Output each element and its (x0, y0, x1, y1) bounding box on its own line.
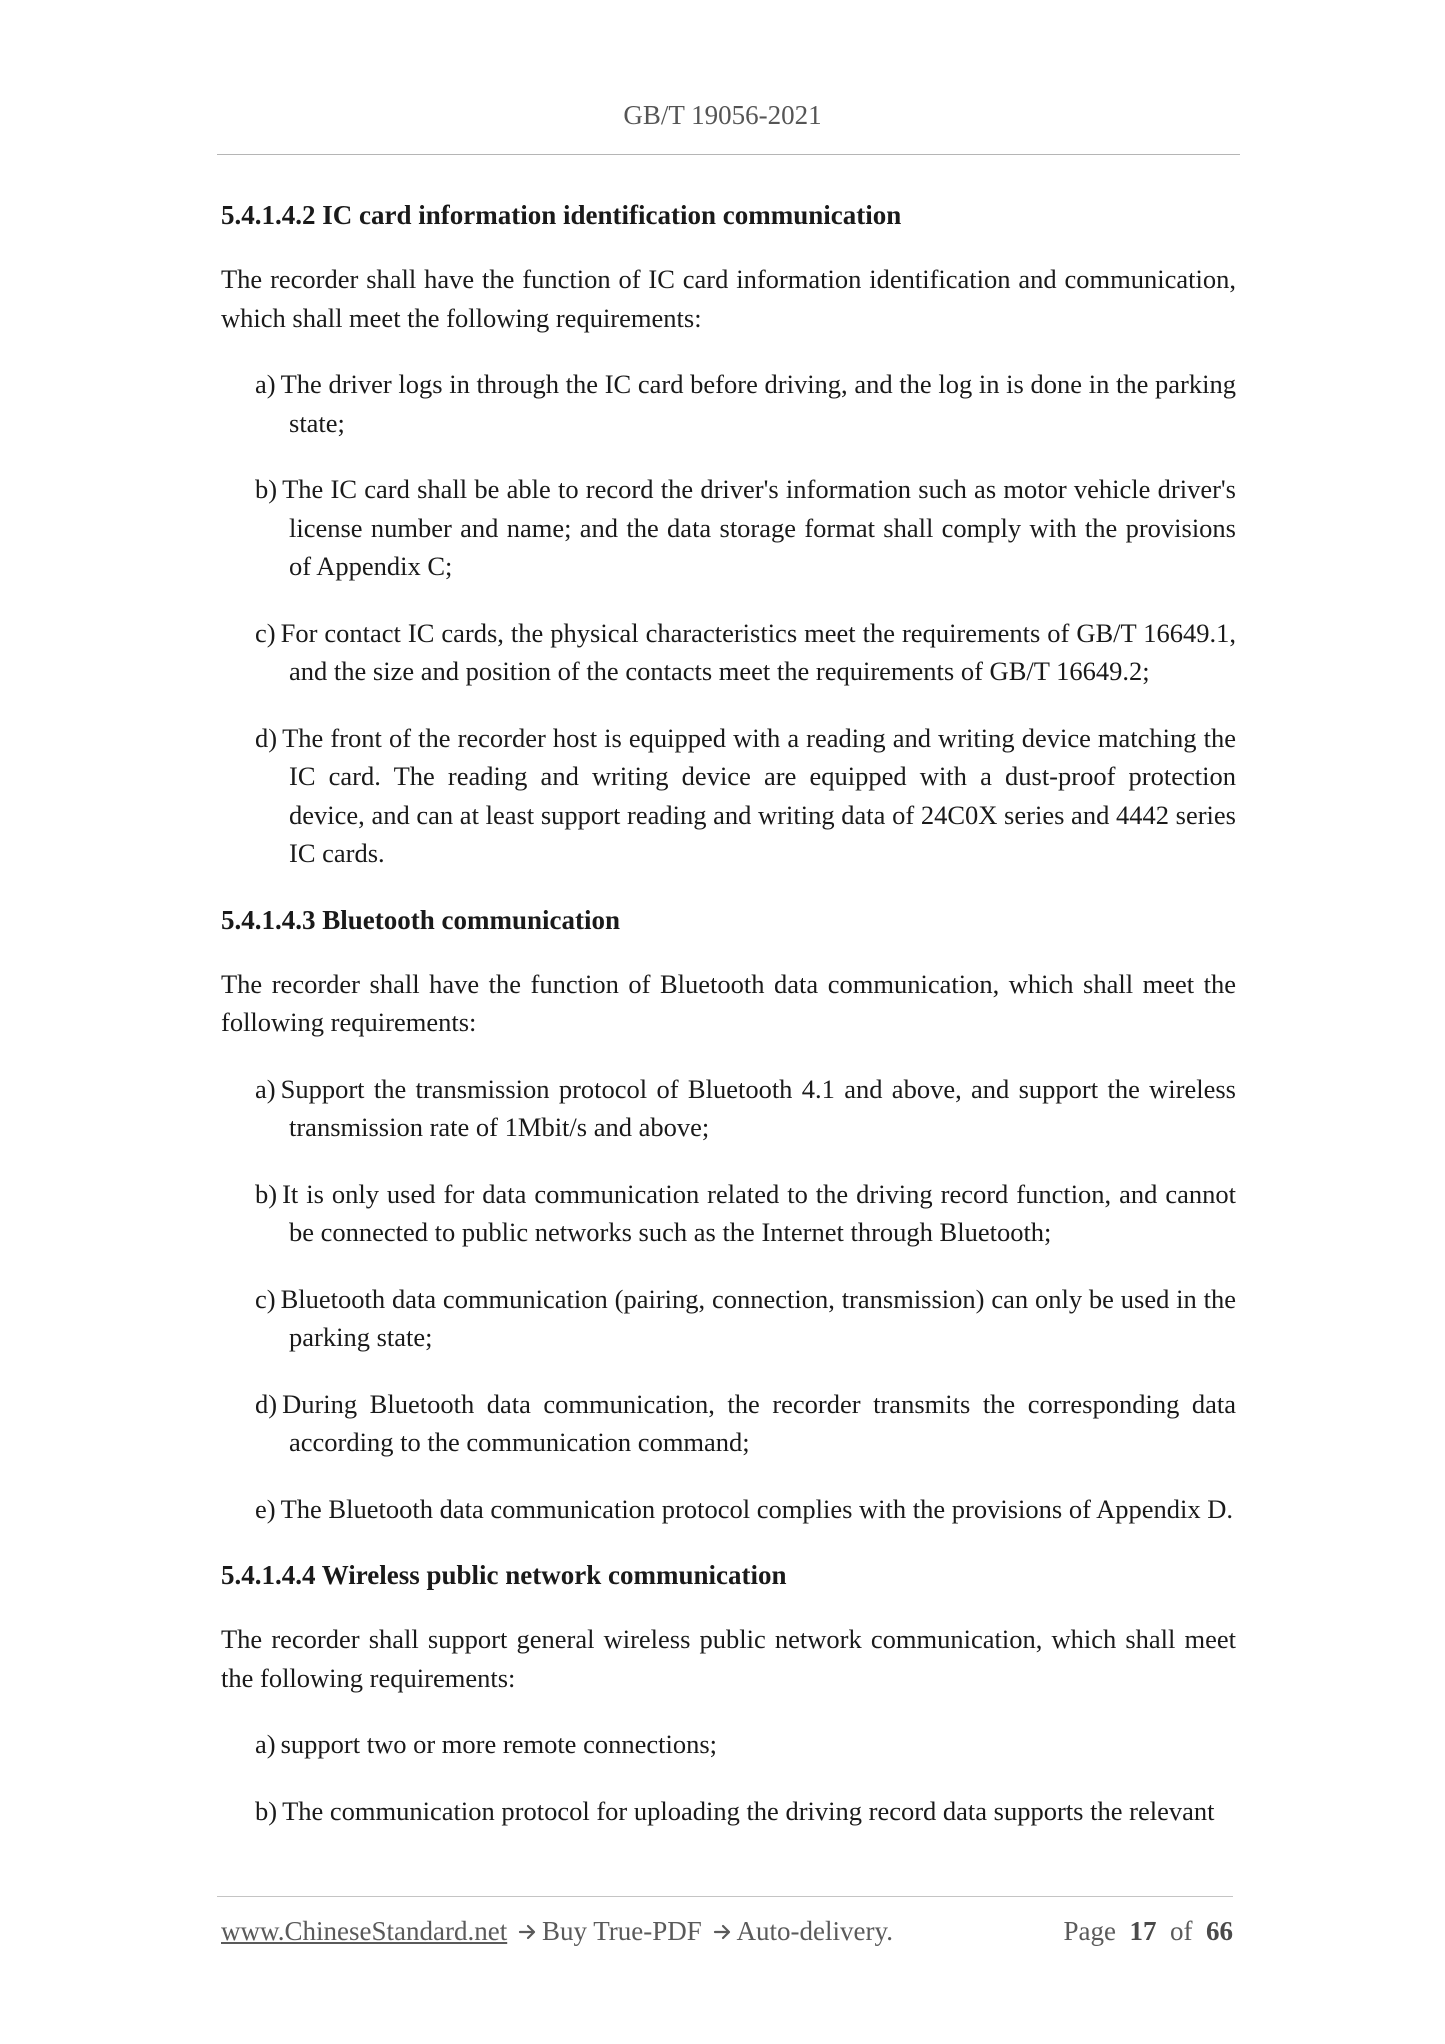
section-intro: The recorder shall have the function of IC card information identification and communication, which shall meet the following requirements: (221, 264, 1236, 333)
item-label: a) (255, 1729, 276, 1759)
list-item (221, 1280, 1236, 1357)
list-item (221, 719, 1236, 873)
item-text: The IC card shall be able to record the driver's information such as motor vehicle driver's license number and name; and the data storage format shall comply with the provisions of Appendix C; (282, 474, 1236, 581)
item-label: b) (255, 1795, 278, 1826)
item-label: b) (255, 1178, 278, 1209)
list-item (221, 1175, 1236, 1252)
item-text: The front of the recorder host is equipped with a reading and writing device matching the IC card. The reading and writing device are equipped with a dust-proof protection device, and can at least support reading and writing data of 24C0X series and 4442 series IC cards. (282, 722, 1236, 868)
section-ic-card (221, 196, 1236, 873)
arrow-right-icon (713, 1922, 733, 1942)
section-intro: The recorder shall have the function of Bluetooth data communication, which shall meet the following requirements: (221, 968, 1236, 1037)
item-text: support two or more remote connections; (280, 1729, 718, 1759)
item-text: The driver logs in through the IC card before driving, and the log in is done in the parking state; (280, 369, 1236, 438)
list-item (221, 365, 1236, 442)
page-body (221, 196, 1236, 1858)
item-text: Support the transmission protocol of Bluetooth 4.1 and above, and support the wireless transmission rate of 1Mbit/s and above; (280, 1073, 1236, 1142)
requirement-list (221, 365, 1236, 873)
section-heading: 5.4.1.4.2 IC card information identification communication (221, 200, 902, 230)
list-item (221, 1385, 1236, 1462)
item-text: During Bluetooth data communication, the recorder transmits the corresponding data according to the communication command; (282, 1388, 1236, 1457)
page-number: 17 (1129, 1916, 1157, 1946)
document-id: GB/T 19056-2021 (623, 100, 822, 130)
item-label: d) (255, 722, 278, 753)
item-text: The Bluetooth data communication protocol complies with the provisions of Appendix D. (280, 1493, 1233, 1524)
item-text: The communication protocol for uploading the driving record data supports the relevant (282, 1795, 1215, 1826)
page-indicator (1064, 1916, 1233, 1947)
section-intro: The recorder shall support general wireless public network communication, which shall meet the following requirements: (221, 1624, 1236, 1693)
list-item (221, 1792, 1236, 1831)
list-item (221, 470, 1236, 586)
list-item (221, 1725, 1236, 1764)
of-word: of (1170, 1916, 1193, 1946)
header-divider (217, 154, 1240, 155)
requirement-list (221, 1725, 1236, 1830)
footer-step-buy: Buy True-PDF (541, 1916, 702, 1946)
footer-step-delivery: Auto-delivery. (736, 1916, 893, 1946)
footer-divider (217, 1896, 1233, 1897)
item-label: a) (255, 1073, 276, 1104)
section-bluetooth (221, 901, 1236, 1529)
footer-promo (221, 1916, 893, 1947)
item-label: d) (255, 1388, 278, 1419)
list-item (221, 614, 1236, 691)
item-label: e) (255, 1493, 276, 1524)
arrow-right-icon (518, 1922, 538, 1942)
item-label: c) (255, 617, 276, 648)
item-text: Bluetooth data communication (pairing, connection, transmission) can only be used in the parking state; (280, 1283, 1236, 1352)
item-text: For contact IC cards, the physical characteristics meet the requirements of GB/T 16649.1, and the size and position of the contacts meet the requirements of GB/T 16649.2; (280, 617, 1236, 686)
section-wireless-network (221, 1556, 1236, 1830)
website-link[interactable]: www.ChineseStandard.net (221, 1916, 508, 1946)
item-label: a) (255, 369, 276, 399)
item-label: b) (255, 474, 278, 504)
item-text: It is only used for data communication related to the driving record function, and cannot be connected to public networks such as the Internet through Bluetooth; (282, 1178, 1236, 1247)
page-word: Page (1063, 1916, 1116, 1946)
item-label: c) (255, 1283, 276, 1314)
list-item (221, 1490, 1236, 1529)
page-header (0, 100, 1445, 131)
list-item (221, 1070, 1236, 1147)
section-heading: 5.4.1.4.3 Bluetooth communication (221, 904, 621, 935)
requirement-list (221, 1070, 1236, 1529)
total-pages: 66 (1206, 1916, 1233, 1946)
section-heading: 5.4.1.4.4 Wireless public network communication (221, 1560, 787, 1590)
